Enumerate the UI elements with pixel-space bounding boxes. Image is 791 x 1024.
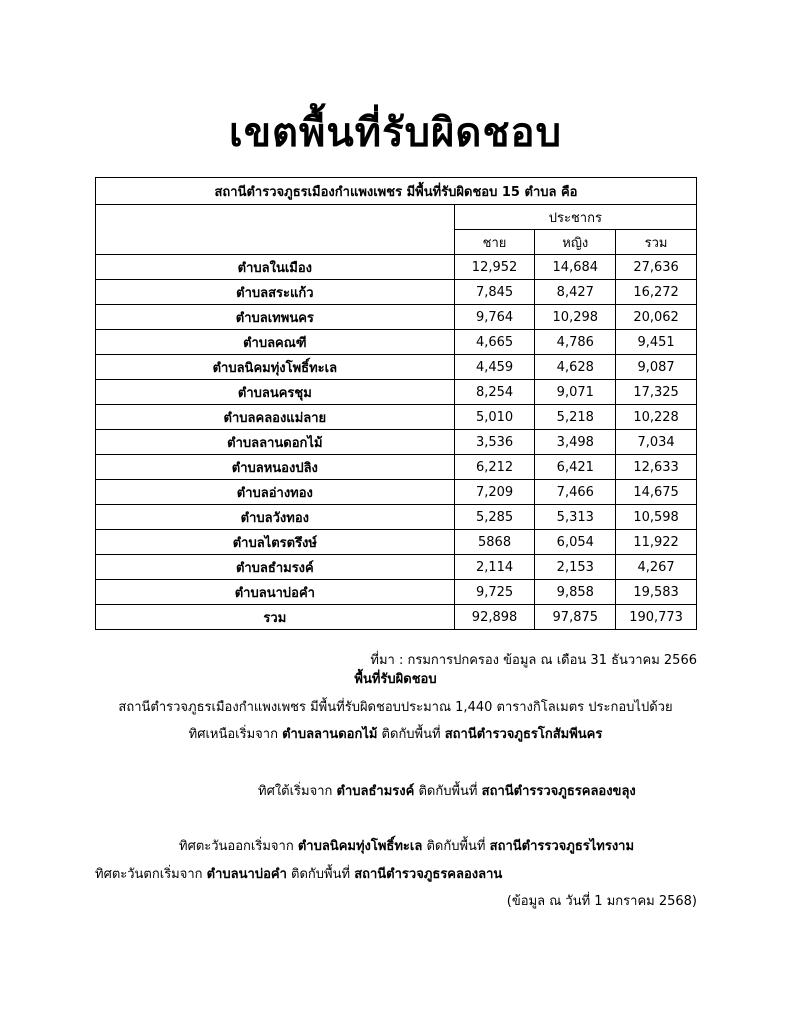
table-row <box>96 480 697 505</box>
female-count: 4,786 <box>535 330 616 355</box>
population-table <box>95 177 697 630</box>
table-row <box>96 530 697 555</box>
total-count: 14,675 <box>616 480 697 505</box>
total-count: 16,272 <box>616 280 697 305</box>
table-row <box>96 580 697 605</box>
subdistrict-name: ตำบลคณฑี <box>96 330 455 355</box>
total-count: 190,773 <box>616 605 697 630</box>
total-count: 10,598 <box>616 505 697 530</box>
table-row <box>96 380 697 405</box>
subdistrict-name: ตำบลเทพนคร <box>96 305 455 330</box>
female-count: 10,298 <box>535 305 616 330</box>
female-count: 8,427 <box>535 280 616 305</box>
blank-header-cell <box>96 205 455 230</box>
total-count: 12,633 <box>616 455 697 480</box>
south-boundary: ทิศใต้เริ่มจาก ตำบลธำมรงค์ ติดกับพื้นที่ สถานีตำรรวจภูธรคลองขลุง <box>258 784 636 799</box>
male-count: 92,898 <box>454 605 535 630</box>
total-count: 27,636 <box>616 255 697 280</box>
table-row <box>96 430 697 455</box>
female-count: 6,421 <box>535 455 616 480</box>
subdistrict-name: ตำบลอ่างทอง <box>96 480 455 505</box>
female-count: 4,628 <box>535 355 616 380</box>
subdistrict-name: ตำบลนาบ่อคำ <box>96 580 455 605</box>
female-count: 2,153 <box>535 555 616 580</box>
table-caption: สถานีตำรวจภูธรเมืองกำแพงเพชร มีพื้นที่รับผิดชอบ 15 ตำบล คือ <box>96 178 697 205</box>
male-count: 7,845 <box>454 280 535 305</box>
subdistrict-name: ตำบลหนองปลิง <box>96 455 455 480</box>
total-count: 19,583 <box>616 580 697 605</box>
female-count: 14,684 <box>535 255 616 280</box>
female-count: 7,466 <box>535 480 616 505</box>
subdistrict-name: ตำบลสระแก้ว <box>96 280 455 305</box>
male-count: 3,536 <box>454 430 535 455</box>
male-count: 9,725 <box>454 580 535 605</box>
female-count: 5,218 <box>535 405 616 430</box>
subdistrict-name: ตำบลในเมือง <box>96 255 455 280</box>
total-count: 4,267 <box>616 555 697 580</box>
total-row <box>96 605 697 630</box>
group-header-row <box>96 205 697 230</box>
subdistrict-name: รวม <box>96 605 455 630</box>
subdistrict-name: ตำบลนิคมทุ่งโพธิ์ทะเล <box>96 355 455 380</box>
date-note: (ข้อมูล ณ วันที่ 1 มกราคม 2568) <box>506 894 697 909</box>
table-row <box>96 355 697 380</box>
total-count: 10,228 <box>616 405 697 430</box>
subdistrict-name: ตำบลไตรตรึงษ์ <box>96 530 455 555</box>
total-count: 17,325 <box>616 380 697 405</box>
subdistrict-name: ตำบลวังทอง <box>96 505 455 530</box>
subdistrict-name: ตำบลลานดอกไม้ <box>96 430 455 455</box>
subdistrict-name: ตำบลคลองแม่ลาย <box>96 405 455 430</box>
subdistrict-name: ตำบลธำมรงค์ <box>96 555 455 580</box>
north-boundary: ทิศเหนือเริ่มจาก ตำบลลานดอกไม้ ติดกับพื้นที่ สถานีตำรวจภูธรโกสัมพีนคร <box>188 727 603 742</box>
female-count: 3,498 <box>535 430 616 455</box>
table-row <box>96 405 697 430</box>
total-count: 11,922 <box>616 530 697 555</box>
area-heading: พื้นที่รับผิดชอบ <box>354 672 437 687</box>
column-header-row <box>96 230 697 255</box>
table-row <box>96 330 697 355</box>
male-count: 5868 <box>454 530 535 555</box>
column-header-male: ชาย <box>454 230 535 255</box>
female-count: 97,875 <box>535 605 616 630</box>
page-title: เขตพื้นที่รับผิดชอบ <box>229 110 562 156</box>
table-row <box>96 455 697 480</box>
table-row <box>96 255 697 280</box>
male-count: 9,764 <box>454 305 535 330</box>
female-count: 9,858 <box>535 580 616 605</box>
male-count: 6,212 <box>454 455 535 480</box>
total-count: 9,451 <box>616 330 697 355</box>
male-count: 2,114 <box>454 555 535 580</box>
female-count: 9,071 <box>535 380 616 405</box>
female-count: 6,054 <box>535 530 616 555</box>
female-count: 5,313 <box>535 505 616 530</box>
male-count: 5,010 <box>454 405 535 430</box>
table-row <box>96 505 697 530</box>
table-row <box>96 305 697 330</box>
area-description: สถานีตำรวจภูธรเมืองกำแพงเพชร มีพื้นที่รับผิดชอบประมาณ 1,440 ตารางกิโลเมตร ประกอบไปด้วย <box>118 700 673 715</box>
male-count: 8,254 <box>454 380 535 405</box>
total-count: 20,062 <box>616 305 697 330</box>
male-count: 12,952 <box>454 255 535 280</box>
column-header-total: รวม <box>616 230 697 255</box>
population-group-header: ประชากร <box>454 205 696 230</box>
blank-header-cell-2 <box>96 230 455 255</box>
male-count: 4,459 <box>454 355 535 380</box>
east-boundary: ทิศตะวันออกเริ่มจาก ตำบลนิคมทุ่งโพธิ์ทะเล ติดกับพื้นที่ สถานีตำรรวจภูธรไทรงาม <box>179 839 635 854</box>
male-count: 7,209 <box>454 480 535 505</box>
male-count: 4,665 <box>454 330 535 355</box>
column-header-female: หญิง <box>535 230 616 255</box>
total-count: 9,087 <box>616 355 697 380</box>
west-boundary: ทิศตะวันตกเริ่มจาก ตำบลนาบ่อคำ ติดกับพื้นที่ สถานีตำรวจภูธรคลองลาน <box>95 867 503 882</box>
total-count: 7,034 <box>616 430 697 455</box>
male-count: 5,285 <box>454 505 535 530</box>
source-note: ที่มา : กรมการปกครอง ข้อมูล ณ เดือน 31 ธันวาคม 2566 <box>370 653 697 668</box>
table-row <box>96 280 697 305</box>
subdistrict-name: ตำบลนครชุม <box>96 380 455 405</box>
table-row <box>96 555 697 580</box>
table-caption-row <box>96 178 697 205</box>
